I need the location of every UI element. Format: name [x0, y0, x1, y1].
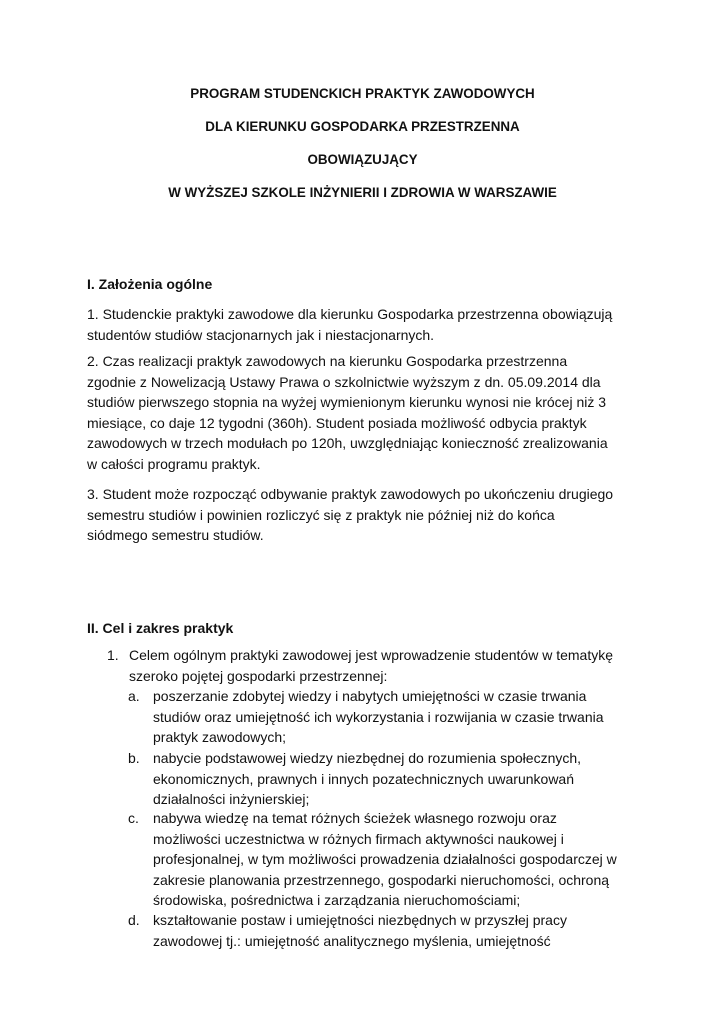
sub-list-line: możliwości uczestnictwa w różnych firmach aktywności naukowej i — [153, 830, 564, 847]
document-header — [0, 86, 725, 218]
header-line-3: OBOWIĄZUJĄCY — [307, 152, 418, 167]
paragraph-line: miesiące, co daje 12 tygodni (360h). Student posiada możliwość odbycia praktyk — [87, 414, 587, 431]
sub-list-line: kształtowanie postaw i umiejętności niezbędnych w przyszłej pracy — [153, 912, 567, 928]
header-line-2: DLA KIERUNKU GOSPODARKA PRZESTRZENNA — [205, 119, 520, 134]
section-1-title: I. Założenia ogólne — [87, 276, 213, 292]
paragraph-line: 2. Czas realizacji praktyk zawodowych na kierunku Gospodarka przestrzenna — [87, 353, 568, 369]
sub-list-line: profesjonalnej, w tym możliwości prowadzenia działalności gospodarczej w — [153, 851, 617, 867]
list-item-number: 1. — [107, 647, 119, 663]
sub-list-line: nabywa wiedzę na temat różnych ścieżek własnego rozwoju oraz — [153, 810, 557, 826]
list-line: szeroko pojętej gospodarki przestrzennej: — [129, 667, 388, 684]
paragraph-line: zgodnie z Nowelizacją Ustawy Prawa o szkolnictwie wyższym z dn. 05.09.2014 dla — [87, 373, 601, 390]
section-2-title: II. Cel i zakres praktyk — [87, 620, 234, 636]
list-line: Celem ogólnym praktyki zawodowej jest wprowadzenie studentów w tematykę — [129, 647, 613, 663]
sub-list-line: ekonomicznych, prawnych i innych pozatechnicznych uwarunkowań — [153, 770, 574, 787]
header-line-4: W WYŻSZEJ SZKOLE INŻYNIERII I ZDROWIA W WARSZAWIE — [168, 185, 557, 200]
sub-list-text — [153, 686, 604, 748]
sub-list-line: zawodowej tj.: umiejętność analitycznego myślenia, umiejętność — [153, 932, 551, 949]
sub-list-line: studiów oraz umiejętność ich wykorzystania i rozwijania w czasie trwania — [153, 708, 604, 725]
paragraph-line: studiów pierwszego stopnia na wyżej wymienionym kierunku wynosi nie krócej niż 3 — [87, 394, 607, 410]
paragraph-line: 3. Student może rozpocząć odbywanie praktyk zawodowych po ukończeniu drugiego — [87, 486, 614, 502]
paragraph-line: zawodowych w trzech modułach po 120h, uwzględniając konieczność zrealizowania — [87, 435, 608, 451]
sub-list-text — [153, 808, 617, 911]
paragraph-1 — [87, 304, 647, 345]
sub-list-line: praktyk zawodowych; — [153, 729, 287, 745]
sub-list-text — [153, 910, 567, 951]
paragraph-line: w całości programu praktyk. — [87, 455, 261, 472]
paragraph-line: semestru studiów i powinien rozliczyć się z praktyk nie później niż do końca — [87, 506, 555, 523]
paragraph-3 — [87, 484, 647, 546]
sub-list-letter: a. — [128, 688, 140, 704]
paragraph-line: studentów studiów stacjonarnych jak i niestacjonarnych. — [87, 326, 435, 343]
paragraph-2 — [87, 351, 647, 474]
sub-list-letter: b. — [128, 750, 140, 766]
sub-list-text — [153, 748, 581, 810]
sub-list-line: zakresie planowania przestrzennego, gospodarki nieruchomości, ochroną — [153, 871, 610, 888]
paragraph-line: 1. Studenckie praktyki zawodowe dla kierunku Gospodarka przestrzenna obowiązują — [87, 306, 613, 322]
sub-list-letter: d. — [128, 912, 140, 928]
sub-list-line: nabycie podstawowej wiedzy niezbędnej do rozumienia społecznych, — [153, 750, 582, 766]
sub-list-line: działalności inżynierskiej; — [153, 791, 310, 807]
header-line-1: PROGRAM STUDENCKICH PRAKTYK ZAWODOWYCH — [190, 86, 535, 101]
paragraph-line: siódmego semestru studiów. — [87, 527, 264, 543]
sub-list-letter: c. — [128, 810, 139, 826]
list-item-text — [129, 645, 613, 686]
sub-list-line: środowiska, pośrednictwa i zarządzania nieruchomościami; — [153, 892, 521, 908]
sub-list-line: poszerzanie zdobytej wiedzy i nabytych umiejętności w czasie trwania — [153, 688, 587, 704]
